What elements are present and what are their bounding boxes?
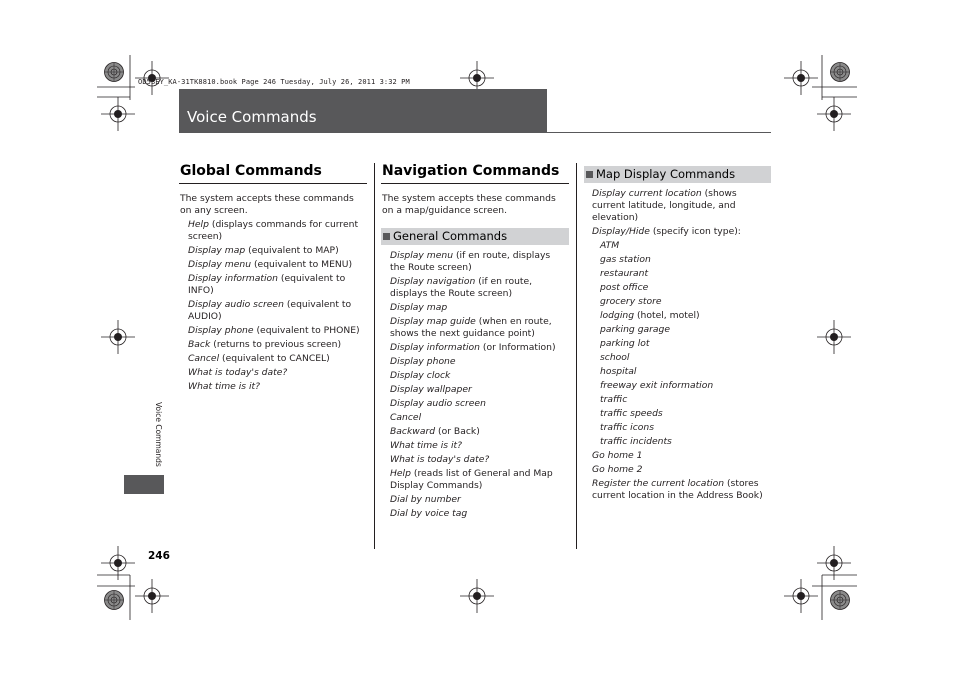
command-item — [188, 259, 366, 271]
command-item — [188, 339, 366, 351]
side-tab — [124, 475, 164, 494]
command-phrase: Backward — [390, 426, 436, 437]
command-description: (equivalent to CANCEL) — [219, 353, 330, 364]
navigation-command-list — [390, 250, 568, 522]
side-label: Voice Commands — [154, 402, 163, 467]
command-item — [592, 366, 770, 378]
command-item — [390, 250, 568, 274]
command-phrase: Dial by number — [390, 494, 461, 505]
command-phrase: hospital — [600, 366, 637, 377]
command-item — [390, 370, 568, 382]
command-phrase: Display information — [390, 342, 480, 353]
navigation-intro: The system accepts these commands on a map/guidance screen. — [382, 193, 556, 216]
command-phrase: post office — [600, 282, 649, 293]
command-phrase: parking garage — [600, 324, 671, 335]
command-item — [390, 508, 568, 520]
command-phrase: Display menu — [188, 259, 252, 270]
command-description: (equivalent to AUDIO) — [188, 299, 352, 322]
general-commands-label: General Commands — [393, 229, 508, 243]
command-phrase: Display/Hide — [592, 226, 650, 237]
command-item — [188, 381, 366, 393]
command-item — [390, 454, 568, 466]
command-item — [390, 468, 568, 492]
command-description: (hotel, motel) — [634, 310, 700, 321]
column-divider — [576, 163, 577, 549]
command-phrase: Help — [390, 468, 411, 479]
command-item — [390, 302, 568, 314]
command-item — [390, 398, 568, 410]
command-phrase: Display map guide — [390, 316, 476, 327]
command-description: (equivalent to MAP) — [245, 245, 339, 256]
command-phrase: What time is it? — [390, 440, 463, 451]
command-item — [592, 296, 770, 308]
command-description: (or Information) — [479, 342, 556, 353]
print-header: OD5SEY_KA-31TK8810.book Page 246 Tuesday, July 26, 2011 3:32 PM — [138, 78, 410, 86]
command-phrase: Dial by voice tag — [390, 508, 468, 519]
command-item — [592, 188, 770, 224]
command-item — [592, 338, 770, 350]
command-phrase: What is today's date? — [390, 454, 490, 465]
command-phrase: Cancel — [390, 412, 422, 423]
navigation-commands-heading: Navigation Commands — [382, 163, 560, 179]
command-description: (reads list of General and Map Display Commands) — [390, 468, 553, 491]
map-display-commands-label: Map Display Commands — [596, 167, 736, 181]
command-description: (returns to previous screen) — [210, 339, 342, 350]
command-phrase: What is today's date? — [188, 367, 288, 378]
command-phrase: Display wallpaper — [390, 384, 472, 395]
command-item — [390, 342, 568, 354]
command-phrase: traffic icons — [600, 422, 654, 433]
command-description: (displays commands for current screen) — [188, 219, 359, 242]
global-commands-heading: Global Commands — [180, 163, 322, 179]
global-command-list — [188, 219, 366, 395]
command-description: (equivalent to INFO) — [188, 273, 346, 296]
command-description: (equivalent to PHONE) — [253, 325, 360, 336]
command-description: (equivalent to MENU) — [251, 259, 353, 270]
heading-rule — [179, 183, 367, 184]
command-phrase: Display audio screen — [188, 299, 284, 310]
page-title: Voice Commands — [187, 108, 317, 126]
command-item — [188, 273, 366, 297]
command-description: (specify icon type): — [649, 226, 741, 237]
command-item — [390, 494, 568, 506]
command-item — [592, 478, 770, 502]
command-phrase: Back — [188, 339, 211, 350]
command-phrase: traffic speeds — [600, 408, 663, 419]
square-bullet-icon — [383, 233, 390, 240]
command-phrase: traffic incidents — [600, 436, 672, 447]
heading-rule — [381, 183, 569, 184]
command-item — [592, 324, 770, 336]
command-item — [390, 356, 568, 368]
command-item — [592, 436, 770, 448]
command-item — [592, 394, 770, 406]
command-phrase: Display current location — [592, 188, 702, 199]
command-phrase: Display clock — [390, 370, 451, 381]
command-item — [592, 240, 770, 252]
general-commands-subheading — [381, 228, 569, 245]
command-phrase: grocery store — [600, 296, 662, 307]
command-item — [390, 384, 568, 396]
page-number: 246 — [148, 550, 170, 562]
command-description: (shows current latitude, longitude, and elevation) — [592, 188, 737, 223]
command-phrase: Go home 1 — [592, 450, 643, 461]
command-phrase: Display information — [188, 273, 278, 284]
command-phrase: restaurant — [600, 268, 649, 279]
command-description: (if en route, displays the Route screen) — [390, 250, 551, 273]
command-item — [592, 422, 770, 434]
command-item — [390, 440, 568, 452]
command-phrase: parking lot — [600, 338, 650, 349]
command-phrase: school — [600, 352, 630, 363]
command-item — [592, 310, 770, 322]
command-description: (or Back) — [435, 426, 480, 437]
command-item — [188, 299, 366, 323]
command-item — [592, 450, 770, 462]
command-item — [592, 268, 770, 280]
global-intro: The system accepts these commands on any screen. — [180, 193, 354, 216]
command-description: (when en route, shows the next guidance point) — [390, 316, 552, 339]
command-phrase: Display map — [390, 302, 448, 313]
command-phrase: Display navigation — [390, 276, 476, 287]
command-item — [188, 353, 366, 365]
title-rule — [547, 132, 771, 133]
command-phrase: Display phone — [390, 356, 456, 367]
square-bullet-icon — [586, 171, 593, 178]
command-item — [188, 219, 366, 243]
command-item — [592, 352, 770, 364]
command-phrase: freeway exit information — [600, 380, 714, 391]
command-description: (if en route, displays the Route screen) — [390, 276, 533, 299]
command-description: (stores current location in the Address Book) — [592, 478, 763, 501]
command-item — [390, 412, 568, 424]
command-item — [390, 316, 568, 340]
command-phrase: lodging — [600, 310, 635, 321]
command-item — [592, 464, 770, 476]
command-item — [390, 426, 568, 438]
command-phrase: traffic — [600, 394, 628, 405]
command-item — [592, 408, 770, 420]
column-divider — [374, 163, 375, 549]
command-item — [188, 367, 366, 379]
command-item — [188, 245, 366, 257]
command-phrase: Display audio screen — [390, 398, 486, 409]
command-phrase: Go home 2 — [592, 464, 643, 475]
command-phrase: What time is it? — [188, 381, 261, 392]
command-phrase: Display menu — [390, 250, 454, 261]
command-item — [592, 226, 770, 238]
map-display-command-list — [592, 188, 770, 504]
command-phrase: Display map — [188, 245, 246, 256]
command-phrase: ATM — [600, 240, 620, 251]
command-phrase: gas station — [600, 254, 651, 265]
command-item — [592, 282, 770, 294]
command-phrase: Help — [188, 219, 209, 230]
command-item — [390, 276, 568, 300]
command-item — [188, 325, 366, 337]
command-phrase: Register the current location — [592, 478, 725, 489]
command-phrase: Cancel — [188, 353, 220, 364]
title-bar — [179, 89, 547, 133]
command-item — [592, 254, 770, 266]
command-item — [592, 380, 770, 392]
map-display-commands-subheading — [584, 166, 771, 183]
command-phrase: Display phone — [188, 325, 254, 336]
